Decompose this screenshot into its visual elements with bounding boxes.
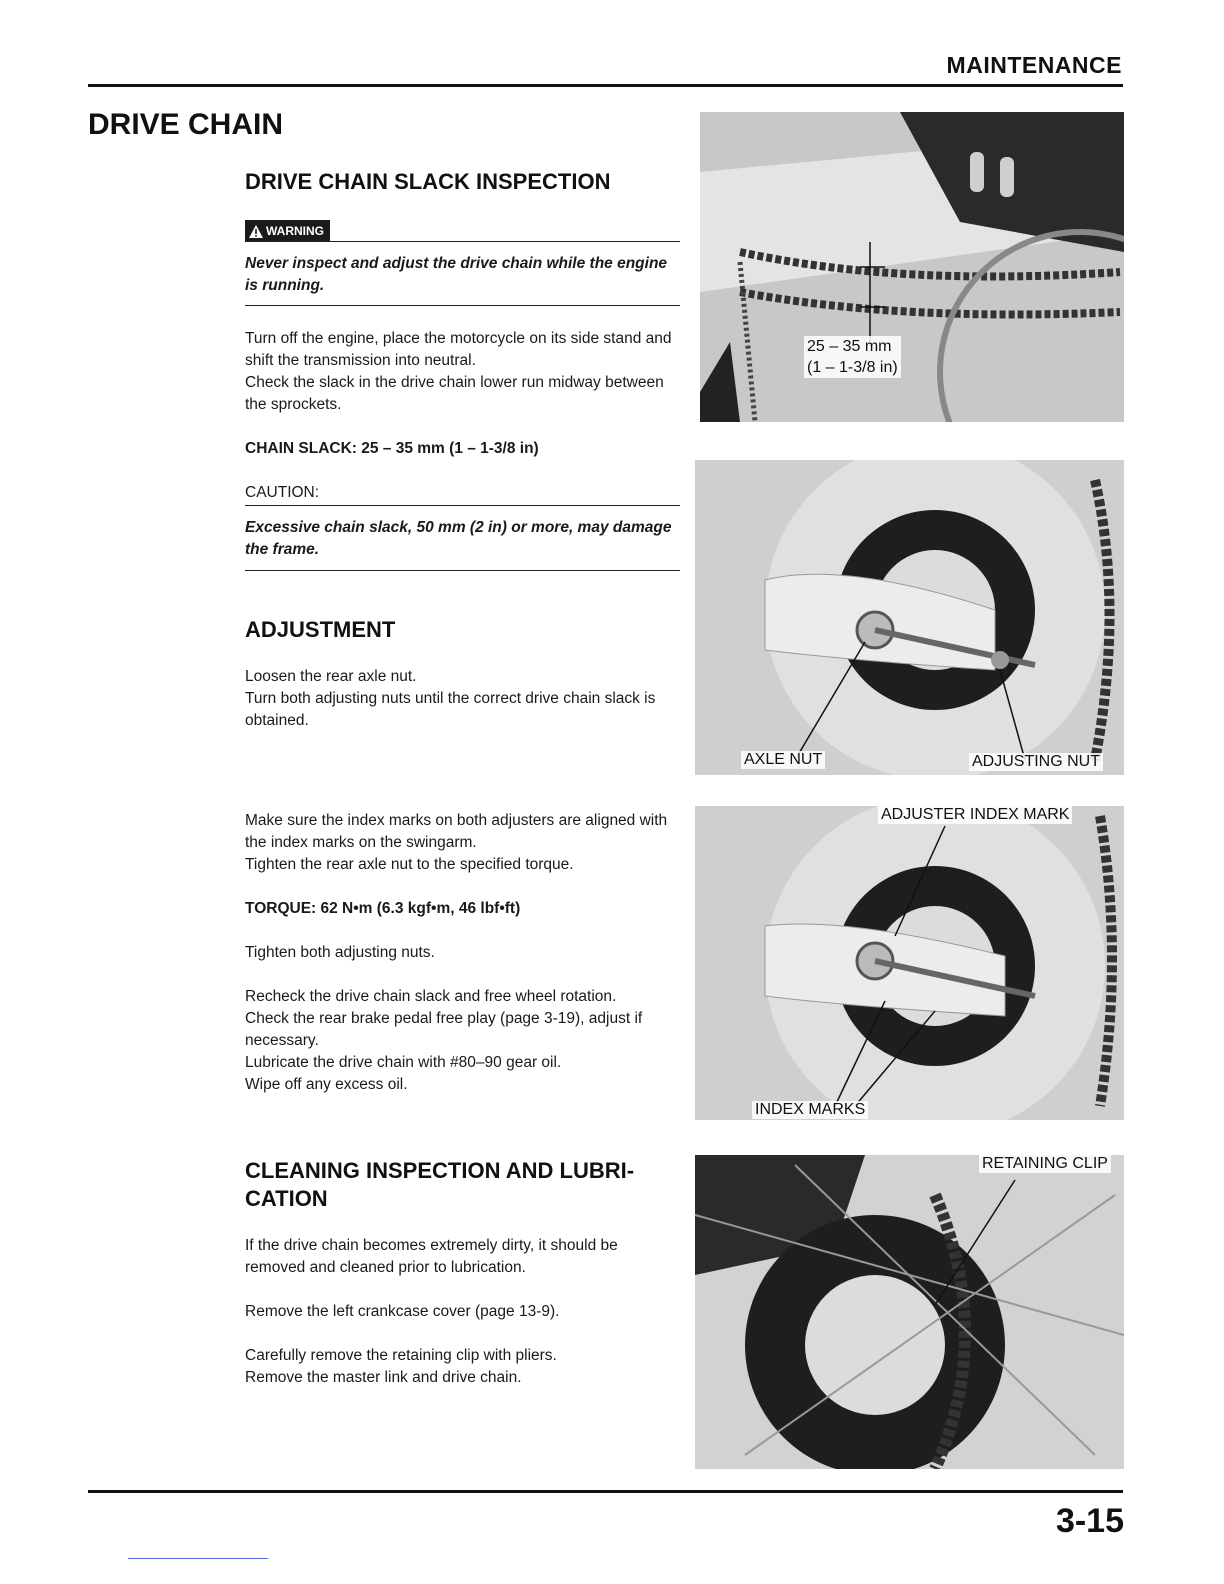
caution-label: CAUTION:: [245, 484, 320, 501]
warning-label: WARNING: [266, 224, 324, 238]
cleaning-body3: [245, 1345, 680, 1389]
cleaning-body1: If the drive chain becomes extremely dirty, it should be removed and cleaned prior to lubrication.: [245, 1237, 618, 1276]
cleaning-heading-line: CLEANING INSPECTION AND LUBRI-: [245, 1158, 635, 1183]
cleaning-heading-line: CATION: [245, 1186, 328, 1211]
figure-chain-slack-photo: [700, 112, 1124, 422]
chain-slack-spec: CHAIN SLACK: 25 – 35 mm (1 – 1-3/8 in): [245, 440, 539, 457]
retaining-clip-label: RETAINING CLIP: [979, 1155, 1111, 1173]
adjustment-heading: ADJUSTMENT: [245, 617, 396, 642]
chapter-header: MAINTENANCE: [946, 52, 1122, 78]
torque-spec: TORQUE: 62 N•m (6.3 kgf•m, 46 lbf•ft): [245, 900, 521, 917]
adjustment-body4-line: Recheck the drive chain slack and free wheel rotation.: [245, 988, 617, 1005]
slack-body-line: Check the slack in the drive chain lower run midway between the sprockets.: [245, 374, 664, 413]
adjustment-body4-line: Wipe off any excess oil.: [245, 1076, 408, 1093]
header-rule: [88, 84, 1123, 87]
slack-measurement-label: [804, 336, 901, 378]
slack-body: [245, 328, 680, 416]
section-title: DRIVE CHAIN: [88, 108, 284, 141]
warning-badge: [245, 220, 330, 242]
adjustment-body4-line: Check the rear brake pedal free play (page 3-19), adjust if necessary.: [245, 1010, 643, 1049]
adjustment-body2-line: Tighten the rear axle nut to the specified torque.: [245, 856, 574, 873]
index-marks-label: INDEX MARKS: [752, 1101, 868, 1119]
adjuster-index-mark-label: ADJUSTER INDEX MARK: [878, 806, 1072, 824]
figure-axle-nut-photo: [695, 460, 1124, 775]
adjustment-body4: [245, 986, 680, 1096]
slack-body-line: Turn off the engine, place the motorcycle on its side stand and shift the transmission into neutral.: [245, 330, 672, 369]
caution-rule-top: [245, 505, 680, 506]
warning-rule-top: [245, 241, 680, 242]
slack-measurement-line: 25 – 35 mm: [807, 338, 892, 355]
adjustment-body: [245, 666, 680, 732]
adjustment-body4-line: Lubricate the drive chain with #80–90 gear oil.: [245, 1054, 562, 1071]
warning-text: Never inspect and adjust the drive chain while the engine is running.: [245, 255, 668, 294]
warning-rule-bottom: [245, 305, 680, 306]
warning-icon: [249, 225, 263, 238]
page-number: 3-15: [1055, 1502, 1124, 1540]
adjustment-body3: Tighten both adjusting nuts.: [245, 944, 435, 961]
footer-link-underline: [128, 1558, 268, 1559]
cleaning-body3-line: Carefully remove the retaining clip with pliers.: [245, 1347, 557, 1364]
axle-nut-label: AXLE NUT: [741, 751, 825, 769]
caution-rule-bottom: [245, 570, 680, 571]
caution-text: Excessive chain slack, 50 mm (2 in) or more, may damage the frame.: [245, 519, 672, 558]
figure-index-marks-photo: [695, 806, 1124, 1120]
adjustment-body-line: Loosen the rear axle nut.: [245, 668, 417, 685]
cleaning-heading: [245, 1157, 634, 1213]
slack-measurement-line: (1 – 1-3/8 in): [807, 359, 898, 376]
footer-rule: [88, 1490, 1123, 1493]
adjusting-nut-label: ADJUSTING NUT: [969, 753, 1103, 771]
slack-inspection-heading: DRIVE CHAIN SLACK INSPECTION: [245, 169, 611, 194]
cleaning-body2: Remove the left crankcase cover (page 13-9).: [245, 1303, 560, 1320]
adjustment-body2-line: Make sure the index marks on both adjusters are aligned with the index marks on the swingarm.: [245, 812, 668, 851]
figure-retaining-clip-photo: [695, 1155, 1124, 1469]
cleaning-body3-line: Remove the master link and drive chain.: [245, 1369, 522, 1386]
adjustment-body2: [245, 810, 680, 876]
adjustment-body-line: Turn both adjusting nuts until the correct drive chain slack is obtained.: [245, 690, 656, 729]
